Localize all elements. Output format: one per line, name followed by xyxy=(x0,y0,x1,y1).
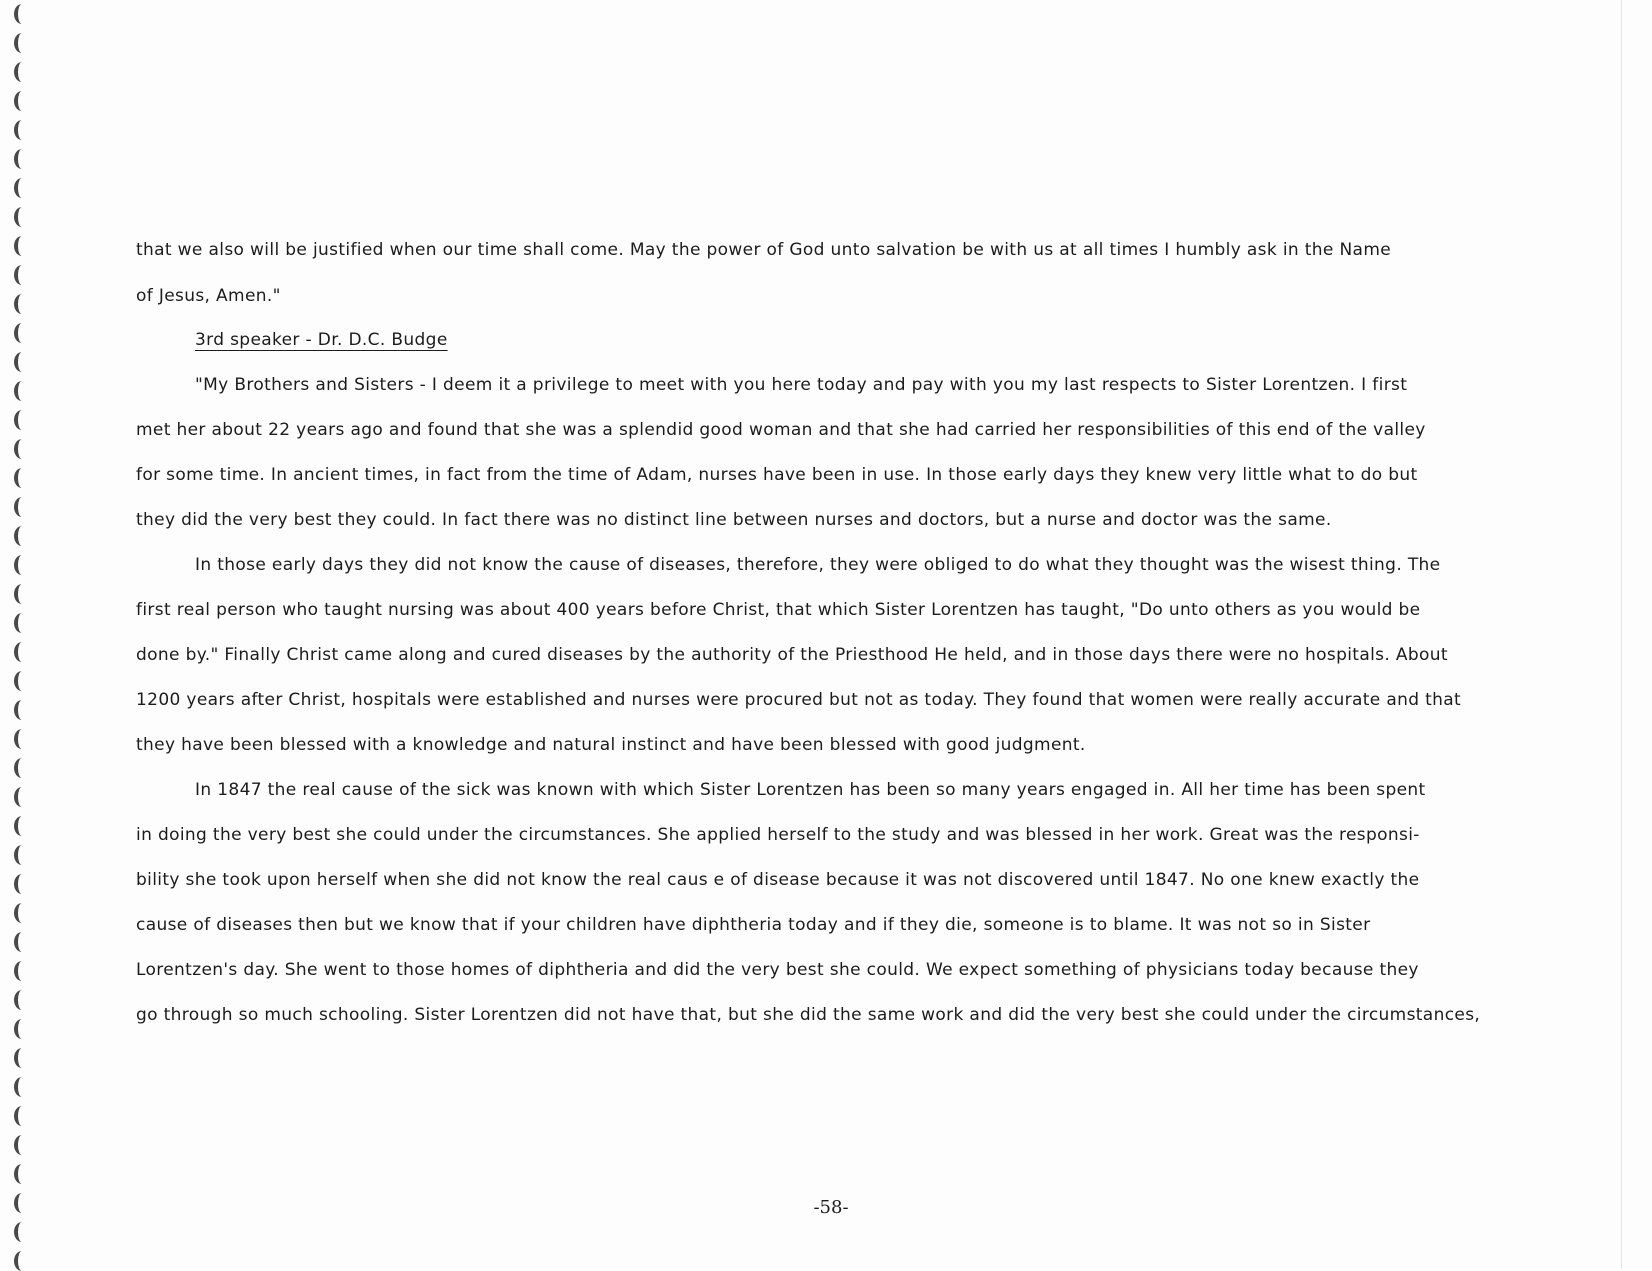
binding-hole xyxy=(14,555,30,575)
text-line: of Jesus, Amen." xyxy=(136,286,281,306)
binding-hole xyxy=(14,758,30,778)
binding-hole xyxy=(14,236,30,256)
binding-hole xyxy=(14,1048,30,1068)
text-line: In those early days they did not know the cause of diseases, therefore, they were obliged to do what they thought was the wisest thing. The xyxy=(195,555,1441,575)
text-line: go through so much schooling. Sister Lorentzen did not have that, but she did the same work and did the very best she could under the circumstances, xyxy=(136,1005,1481,1025)
binding-hole xyxy=(14,323,30,343)
binding-hole xyxy=(14,149,30,169)
binding-hole xyxy=(14,62,30,82)
binding-hole xyxy=(14,990,30,1010)
text-line: 1200 years after Christ, hospitals were established and nurses were procured but not as today. They found that women were really accurate and that xyxy=(136,690,1462,710)
binding-hole xyxy=(14,4,30,24)
text-line: done by." Finally Christ came along and cured diseases by the authority of the Priesthood He held, and in those days there were no hospitals. About xyxy=(136,645,1448,665)
binding-hole xyxy=(14,700,30,720)
binding-hole xyxy=(14,33,30,53)
binding-hole xyxy=(14,584,30,604)
binding-hole xyxy=(14,642,30,662)
binding-hole xyxy=(14,294,30,314)
binding-hole xyxy=(14,1106,30,1126)
binding-hole xyxy=(14,1222,30,1242)
text-line: In 1847 the real cause of the sick was known with which Sister Lorentzen has been so many years engaged in. All her time has been spent xyxy=(195,780,1426,800)
text-line: they have been blessed with a knowledge and natural instinct and have been blessed with good judgment. xyxy=(136,735,1086,755)
text-line: that we also will be justified when our time shall come. May the power of God unto salvation be with us at all times I humbly ask in the Name xyxy=(136,240,1392,260)
binding-hole xyxy=(14,1251,30,1271)
page-number: -58- xyxy=(813,1197,849,1218)
binding-hole xyxy=(14,468,30,488)
binding-hole xyxy=(14,352,30,372)
binding-hole xyxy=(14,526,30,546)
binding-hole xyxy=(14,961,30,981)
binding-hole xyxy=(14,1077,30,1097)
binding-hole xyxy=(14,91,30,111)
text-line: for some time. In ancient times, in fact from the time of Adam, nurses have been in use. In those early days they knew very little what to do but xyxy=(136,465,1418,485)
binding-hole xyxy=(14,410,30,430)
binding-hole xyxy=(14,439,30,459)
binding-holes xyxy=(6,0,46,1269)
binding-hole xyxy=(14,845,30,865)
binding-hole xyxy=(14,120,30,140)
text-line: Lorentzen's day. She went to those homes of diphtheria and did the very best she could. We expect something of physicians today because they xyxy=(136,960,1419,980)
binding-hole xyxy=(14,497,30,517)
text-line: they did the very best they could. In fact there was no distinct line between nurses and doctors, but a nurse and doctor was the same. xyxy=(136,510,1332,530)
text-line: bility she took upon herself when she did not know the real caus e of disease because it was not discovered until 1847. No one knew exactly the xyxy=(136,870,1420,890)
binding-hole xyxy=(14,178,30,198)
text-line: met her about 22 years ago and found that she was a splendid good woman and that she had carried her responsibilities of this end of the valley xyxy=(136,420,1426,440)
binding-hole xyxy=(14,932,30,952)
text-line: "My Brothers and Sisters - I deem it a privilege to meet with you here today and pay with you my last respects to Sister Lorentzen. I first xyxy=(195,375,1408,395)
binding-hole xyxy=(14,903,30,923)
binding-hole xyxy=(14,816,30,836)
page-edge xyxy=(1621,0,1622,1269)
binding-hole xyxy=(14,265,30,285)
binding-hole xyxy=(14,874,30,894)
binding-hole xyxy=(14,1019,30,1039)
binding-hole xyxy=(14,381,30,401)
binding-hole xyxy=(14,613,30,633)
binding-hole xyxy=(14,1135,30,1155)
binding-hole xyxy=(14,1164,30,1184)
speaker-heading: 3rd speaker - Dr. D.C. Budge xyxy=(195,330,448,350)
text-line: cause of diseases then but we know that if your children have diphtheria today and if they die, someone is to blame. It was not so in Sister xyxy=(136,915,1371,935)
binding-hole xyxy=(14,671,30,691)
binding-hole xyxy=(14,729,30,749)
binding-hole xyxy=(14,787,30,807)
text-line: first real person who taught nursing was about 400 years before Christ, that which Sister Lorentzen has taught, "Do unto others as you would be xyxy=(136,600,1421,620)
text-line: in doing the very best she could under the circumstances. She applied herself to the study and was blessed in her work. Great was the responsi- xyxy=(136,825,1420,845)
binding-hole xyxy=(14,207,30,227)
